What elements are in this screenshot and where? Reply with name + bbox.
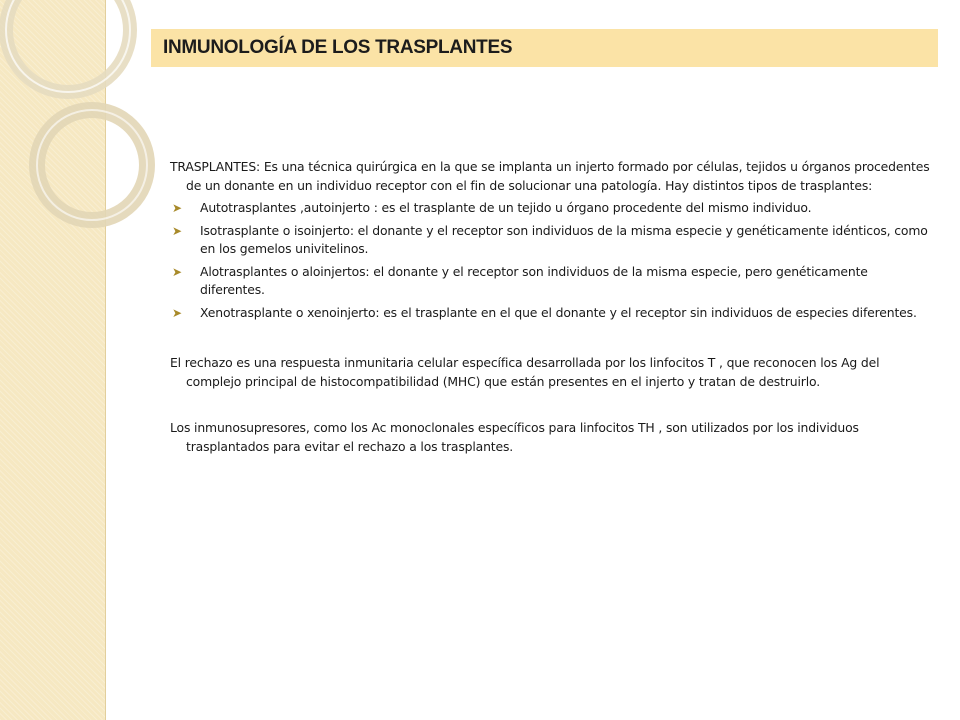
- list-item: [170, 222, 932, 259]
- list-item-text: Autotrasplantes ,autoinjerto : es el trasplante de un tejido u órgano procedente del mismo individuo.: [200, 200, 812, 215]
- arrowhead-bullet-icon: ➤: [172, 201, 182, 215]
- list-item-text: Isotrasplante o isoinjerto: el donante y el receptor son individuos de la misma especie y genéticamente idénticos, como en los gemelos univitelinos.: [200, 222, 928, 256]
- list-item-text: Xenotrasplante o xenoinjerto: es el trasplante en el que el donante y el receptor sin individuos de especies diferentes.: [200, 304, 917, 320]
- transplant-types-list: [170, 199, 932, 322]
- rejection-paragraph: El rechazo es una respuesta inmunitaria celular específica desarrollada por los linfocitos T , que reconocen los Ag del complejo principal de histocompatibilidad (MHC) que están presentes en el injerto y tratan de destruirlo.: [170, 355, 880, 389]
- title-bar: [151, 29, 938, 67]
- small-ring-highlight: [37, 110, 147, 220]
- slide-content: [170, 158, 932, 456]
- immunosuppressants-paragraph: Los inmunosupresores, como los Ac monoclonales específicos para linfocitos TH , son utilizados por los individuos trasplantados para evitar el rechazo a los trasplantes.: [170, 420, 859, 454]
- arrowhead-bullet-icon: ➤: [172, 264, 182, 279]
- slide-title: INMUNOLOGÍA DE LOS TRASPLANTES: [163, 37, 513, 58]
- arrowhead-bullet-icon: ➤: [172, 305, 182, 320]
- list-item: [170, 263, 932, 300]
- arrowhead-bullet-icon: ➤: [172, 223, 182, 238]
- intro-paragraph: TRASPLANTES: Es una técnica quirúrgica en la que se implanta un injerto formado por células, tejidos u órganos procedentes de un donante en un individuo receptor con el fin de solucionar una patología. Hay distintos tipos de trasplantes:: [170, 159, 930, 193]
- list-item: [170, 199, 932, 218]
- list-item-text: Alotrasplantes o aloinjertos: el donante y el receptor son individuos de la misma especie, pero genéticamente diferentes.: [200, 263, 868, 297]
- large-ring: [6, 0, 130, 92]
- list-item: [170, 304, 932, 323]
